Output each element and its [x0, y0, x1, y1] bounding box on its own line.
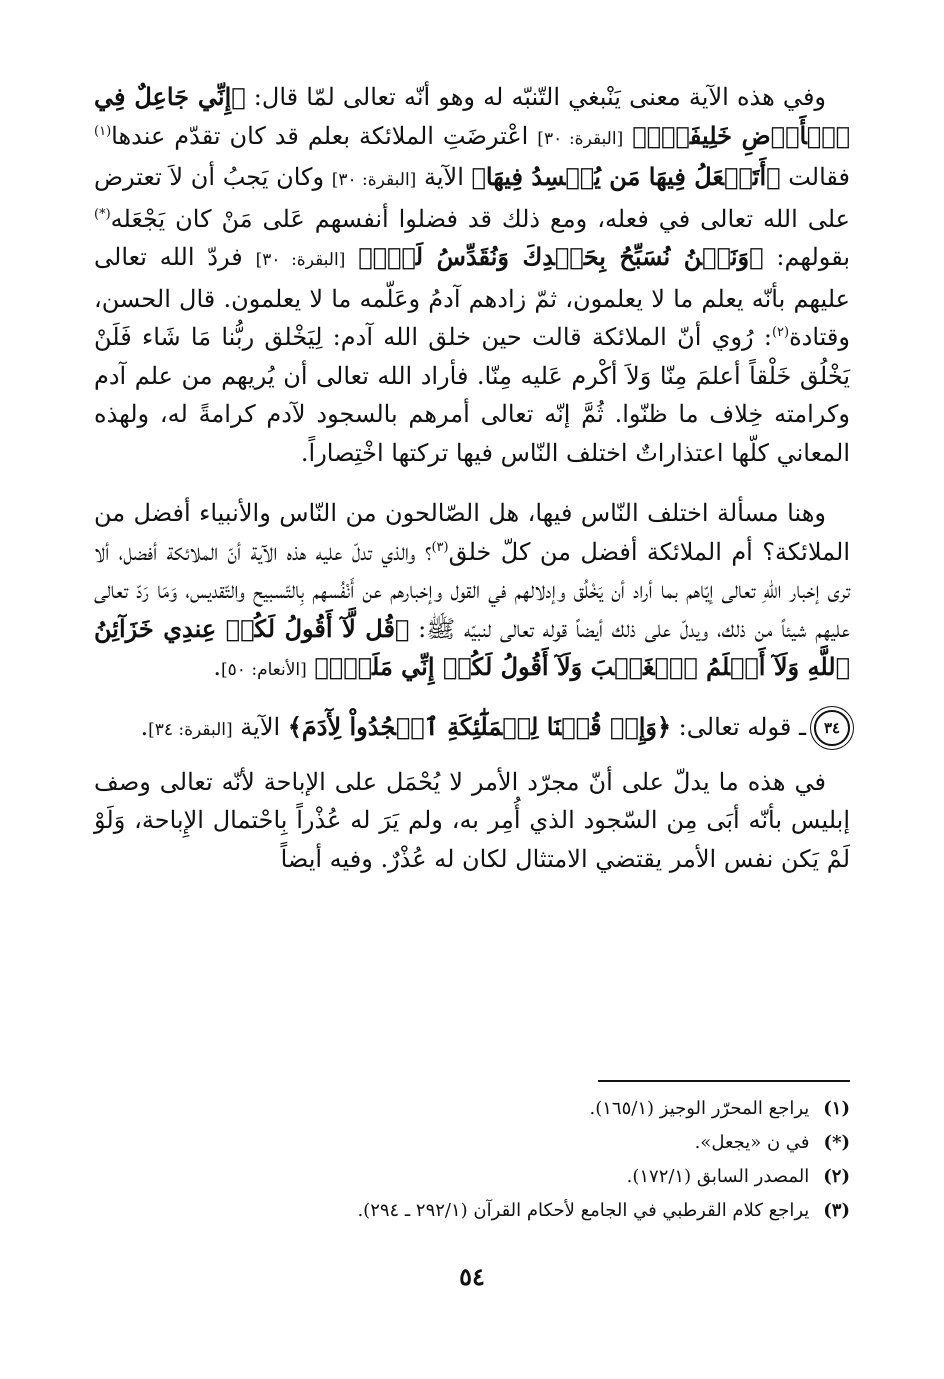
text-segment: وكان يَجبُ أن لاَ تعترض على الله تعالى في فعله، ومع ذلك قد فضلوا أنفسهم عَلى مَنْ كان يَجْعَله	[94, 163, 850, 233]
footnote-text: يراجع كلام القرطبي في الجامع لأحكام القرآن (٢٩٢/١ ـ ٢٩٤).	[357, 1200, 810, 1221]
quran-verse: ﴿قُل لَّآ أَقُولُ لَكُمۡ عِندِي خَزَآئِنُ ٱللَّهِ وَلَآ أَعۡلَمُ ٱلۡغَيۡبَ وَلَآ أَقُولُ لَكُمۡ إِنِّي مَلَكٌۖ﴾	[94, 613, 850, 681]
quran-verse: ﴿وَنَحۡنُ نُسَبِّحُ بِحَمۡدِكَ وَنُقَدِّسُ لَكَۖ﴾	[358, 242, 764, 271]
footnote-item	[94, 1194, 850, 1228]
page-number: ٥٤	[459, 1262, 485, 1291]
text-segment: فقالت	[780, 163, 851, 191]
footnote-marker[interactable]: (٢)	[771, 325, 790, 340]
text-segment: الآية	[232, 712, 288, 741]
verse-heading-text	[140, 708, 806, 749]
paragraph-2	[94, 494, 850, 690]
footnote-marker[interactable]: (٣)	[431, 539, 449, 555]
footnote-divider	[598, 1080, 850, 1082]
footnote-marker[interactable]: (١)	[94, 123, 112, 139]
text-segment: وهنا مسألة اختلف النّاس فيها، هل الصّالحون من النّاس والأنبياء أفضل من الملائكة؟ أم الملائكة أفضل من كلّ خلق	[94, 499, 850, 566]
text-segment: .	[213, 653, 222, 681]
text-segment: اعْترضَتِ الملائكة بعلم قد كان تقدّم عندها	[111, 121, 538, 150]
footnote-item	[94, 1092, 850, 1126]
paragraph-1	[94, 78, 850, 472]
verse-reference: [الأنعام: ٥٠]	[221, 660, 307, 680]
footnote-number: (٣)	[823, 1200, 850, 1221]
verse-number-badge: ٣٤	[814, 710, 850, 746]
text-segment: وفي هذه الآية معنى يَنْبغي التّنبّه له وهو أنّه تعالى لمّا قال:	[245, 83, 826, 111]
verse-reference: [البقرة: ٣٠]	[331, 170, 417, 190]
verse-reference: [البقرة: ٣٠]	[255, 250, 346, 270]
verse-reference: [البقرة: ٣٠]	[537, 128, 624, 149]
footnote-item	[94, 1126, 850, 1160]
verse-heading	[94, 708, 850, 749]
footnotes-list	[94, 1092, 850, 1228]
paragraph-3	[94, 763, 850, 879]
footnote-marker[interactable]: (*)	[94, 206, 111, 222]
footnote-number: (*)	[823, 1132, 850, 1153]
footnote-text: يراجع المحرّر الوجيز (١٦٥/١).	[589, 1098, 810, 1119]
footnote-text: المصدر السابق (١٧٢/١).	[626, 1166, 810, 1187]
footnote-number: (١)	[823, 1098, 850, 1119]
text-segment: بقولهم:	[763, 243, 851, 271]
footnote-item	[94, 1160, 850, 1194]
text-segment: فردّ الله تعالى عليهم بأنّه يعلم ما لا يعلمون، ثمّ زادهم آدمُ وعَلّمه ما لا يعلمون. قال الحسن، وقتادة	[94, 243, 850, 351]
text-segment: : رُوي أنّ الملائكة قالت حين خلق الله آدم: لِيَخْلق ربُّنا مَا شَاء فَلَنْ يَخْلُق خَلْقاً أعلمَ مِنّا وَلاَ أكْرم عَليه مِنّا. فأراد الله تعالى أن يُريهم من علم آدم وكرامته خِلاف ما ظنّوا. ثُمَّ إنّه تعالى أمرهم بالسجود لآدم كرامةً له، ولهذه المعاني كلّها اعتذاراتٌ اختلف النّاس فيها تركتها اخْتِصاراً.	[94, 323, 851, 467]
footnote-number: (٢)	[823, 1166, 850, 1187]
text-segment: في هذه ما يدلّ على أنّ مجرّد الأمر لا يُحْمَل على الإباحة لأنّه تعالى وصف إبليس بأنّه أبَى مِن السّجود الذي أُمِر به، ولم يَرَ له عُذْراً بِاحْتمال الإِباحة، وَلَوْ لَمْ يَكن نفس الأمر يقتضي الامتثال لكان له عُذْرٌ. وفيه أيضاً	[94, 767, 850, 873]
text-segment: ـ قوله تعالى:	[671, 712, 806, 741]
page-body	[94, 78, 850, 878]
quran-verse: ﴿إِنِّي جَاعِلٌ فِي ٱلۡأَرۡضِ خَلِيفَةٗۖ﴾	[94, 82, 851, 150]
text-segment: الآية	[416, 163, 472, 191]
text-segment: .	[140, 712, 149, 741]
quran-verse: ﴿وَإِذۡ قُلۡنَا لِلۡمَلَٰٓئِكَةِ ٱسۡجُدُواْ لِأٓدَمَ﴾	[287, 711, 672, 741]
footnote-text: في ن «يجعل».	[694, 1132, 810, 1153]
text-segment: ؟ والذي تدلّ عليه هذه الآية أنّ الملائكة أفضل، ألا ترى إخبار اللّهِ تعالى إيّاهم بما أراد أن يَخْلُق وإدلالهم في القول وإخبارهم عن أَنْفُسهم بِالتّسبيح والتّقديس، وَمَا رَدّ تعالى عليهم شيئاً من ذلك، ويدلّ على ذلك أيضاً قوله تعالى لنبيّه ﷺ:	[94, 537, 850, 643]
verse-reference: [البقرة: ٣٤]	[148, 719, 233, 740]
quran-verse: ﴿أَتَجۡعَلُ فِيهَا مَن يُفۡسِدُ فِيهَا﴾	[471, 162, 781, 191]
